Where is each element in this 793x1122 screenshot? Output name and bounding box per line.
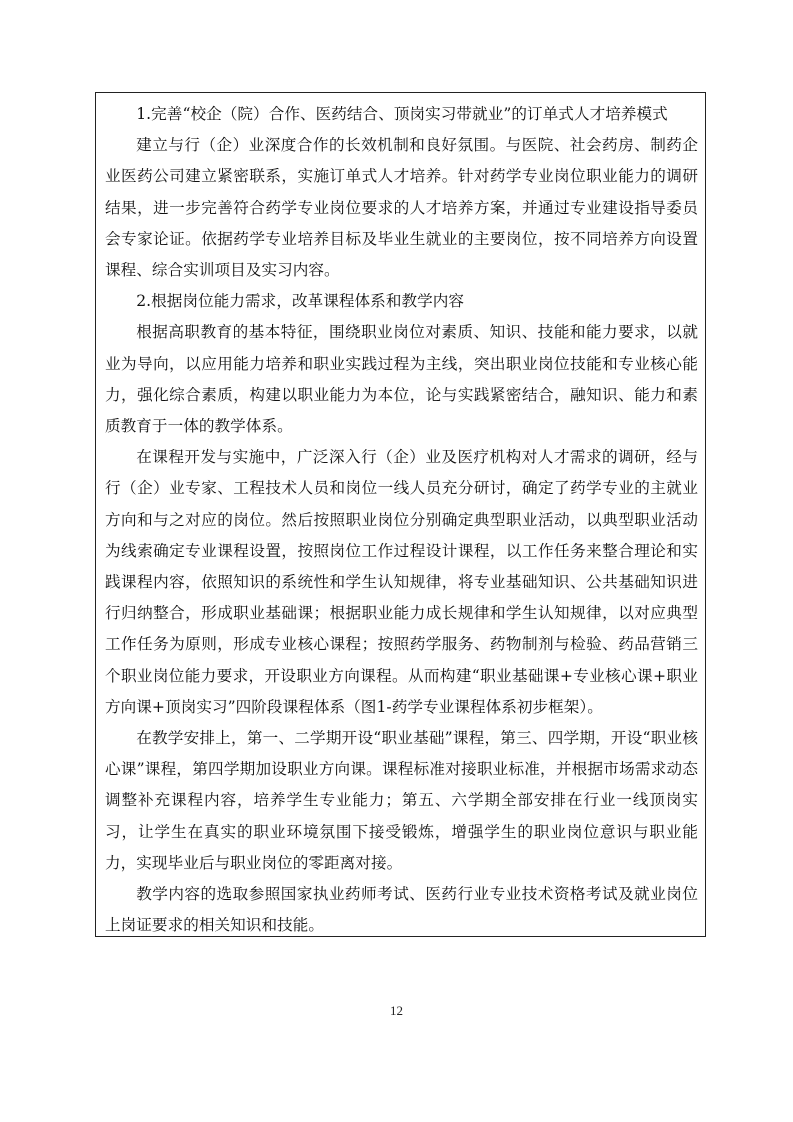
- paragraph-teaching-arrangement: 在教学安排上，第一、二学期开设“职业基础”课程，第三、四学期，开设“职业核心课”课程，第四学期加设职业方向课。课程标准对接职业标准，并根据市场需求动态调整补充课程内容，培养学生专业能力；第五、六学期全部安排在行业一线顶岗实习，让学生在真实的职业环境氛围下接受锻炼，增强学生的职业岗位意识与职业能力，实现毕业后与职业岗位的零距离对接。: [105, 729, 698, 872]
- page-number: 12: [390, 1003, 403, 1018]
- section-heading-1: 1.完善“校企（院）合作、医药结合、顶岗实习带就业”的订单式人才培养模式: [136, 105, 668, 123]
- paragraph-order-training: 建立与行（企）业深度合作的长效机制和良好氛围。与医院、社会药房、制药企业医药公司建立紧密联系，实施订单式人才培养。针对药学专业岗位职业能力的调研结果，进一步完善符合药学专业岗位要求的人才培养方案，并通过专业建设指导委员会专家论证。依据药学专业培养目标及毕业生就业的主要岗位，按不同培养方向设置课程、综合实训项目及实习内容。: [105, 136, 698, 280]
- section-heading-2: 2.根据岗位能力需求，改革课程体系和教学内容: [136, 292, 465, 311]
- paragraph-course-development: 在课程开发与实施中，广泛深入行（企）业及医疗机构对人才需求的调研，经与行（企）业专家、工程技术人员和岗位一线人员充分研讨，确定了药学专业的主就业方向和与之对应的岗位。然后按照职业岗位分别确定典型职业活动，以典型职业活动为线索确定专业课程设置，按照岗位工作过程设计课程，以工作任务来整合理论和实践课程内容，依照知识的系统性和学生认知规律，将专业基础知识、公共基础知识进行归纳整合，形成职业基础课；根据职业能力成长规律和学生认知规律，以对应典型工作任务为原则，形成专业核心课程；按照药学服务、药物制剂与检验、药品营销三个职业岗位能力要求，开设职业方向课程。从而构建“职业基础课+专业核心课+职业方向课+顶岗实习”四阶段课程体系（图1-药学专业课程体系初步框架）。: [105, 448, 698, 716]
- paragraph-teaching-system: 根据高职教育的基本特征，围绕职业岗位对素质、知识、技能和能力要求，以就业为导向，以应用能力培养和职业实践过程为主线，突出职业岗位技能和专业核心能力，强化综合素质，构建以职业能力为本位，论与实践紧密结合，融知识、能力和素质教育于一体的教学体系。: [105, 323, 698, 436]
- paragraph-content-selection: 教学内容的选取参照国家执业药师考试、医药行业专业技术资格考试及就业岗位上岗证要求的相关知识和技能。: [105, 885, 698, 935]
- content-frame: [95, 92, 706, 937]
